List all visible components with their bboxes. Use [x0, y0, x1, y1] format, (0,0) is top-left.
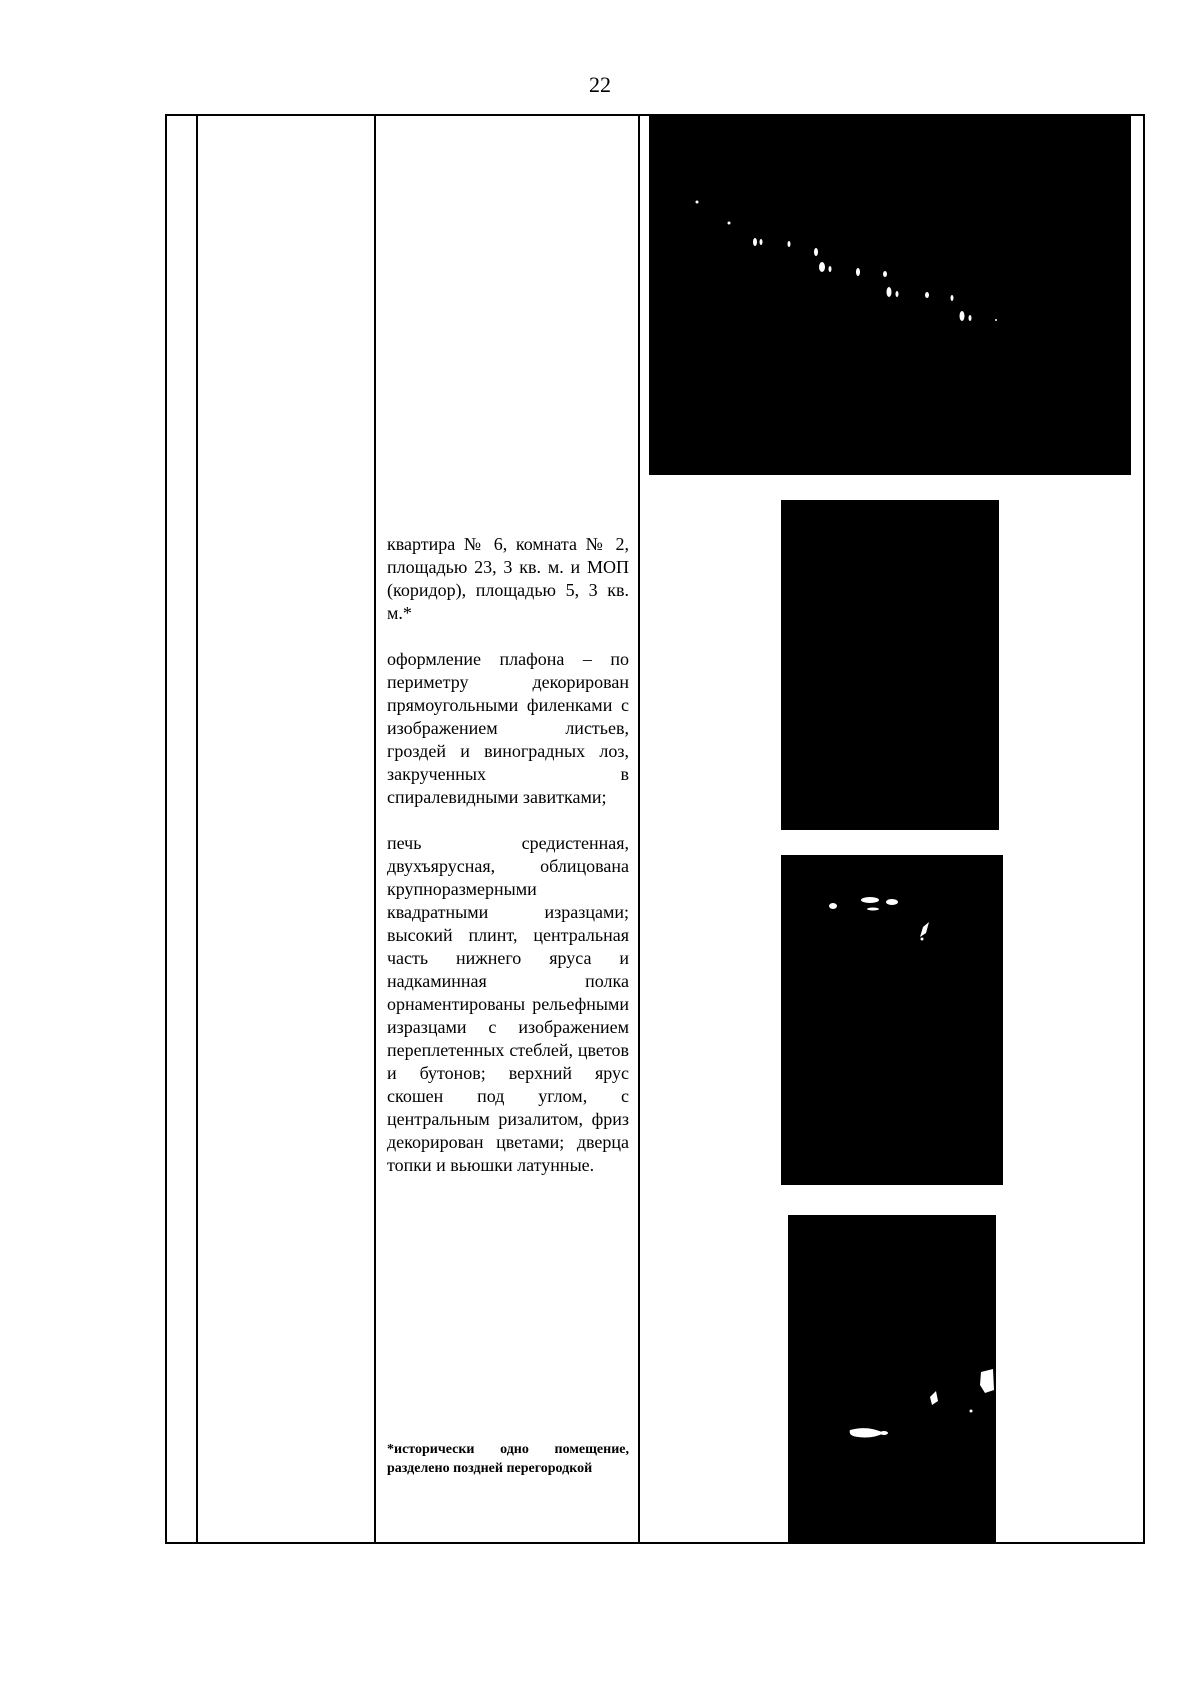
- stove-photo-3: [788, 1215, 996, 1544]
- stove-photo-2: [781, 855, 1003, 1185]
- stove-photo-2-highlights: [781, 855, 1003, 1185]
- ceiling-photo: [649, 114, 1131, 475]
- column-divider-3: [638, 114, 640, 1544]
- description-cell: [387, 533, 629, 1177]
- ceiling-description: оформление плафона – по периметру декорирован прямоугольными филенками с изображением листьев, гроздей и виноградных лоз, закрученных в спиралевидными завитками;: [387, 649, 629, 807]
- column-divider-1: [196, 114, 198, 1544]
- stove-photo-1: [781, 500, 999, 830]
- stove-photo-3-highlights: [788, 1215, 996, 1544]
- stove-description: печь средистенная, двухъярусная, облицована крупноразмерными квадратными изразцами; высокий плинт, центральная часть нижнего яруса и надкаминная полка орнаментированы рельефными изразцами с изображением переплетенных стеблей, цветов и бутонов; верхний ярус скошен под углом, с центральным ризалитом, фриз декорирован цветами; дверца топки и вьюшки латунные.: [387, 833, 629, 1175]
- ceiling-photo-highlights: [649, 114, 1131, 475]
- room-title: квартира № 6, комната № 2, площадью 23, 3 кв. м. и МОП (коридор), площадью 5, 3 кв. м.*: [387, 534, 629, 623]
- footnote: *исторически одно помещение, разделено поздней перегородкой: [387, 1442, 629, 1476]
- column-divider-2: [374, 114, 376, 1544]
- page-number: 22: [589, 72, 611, 97]
